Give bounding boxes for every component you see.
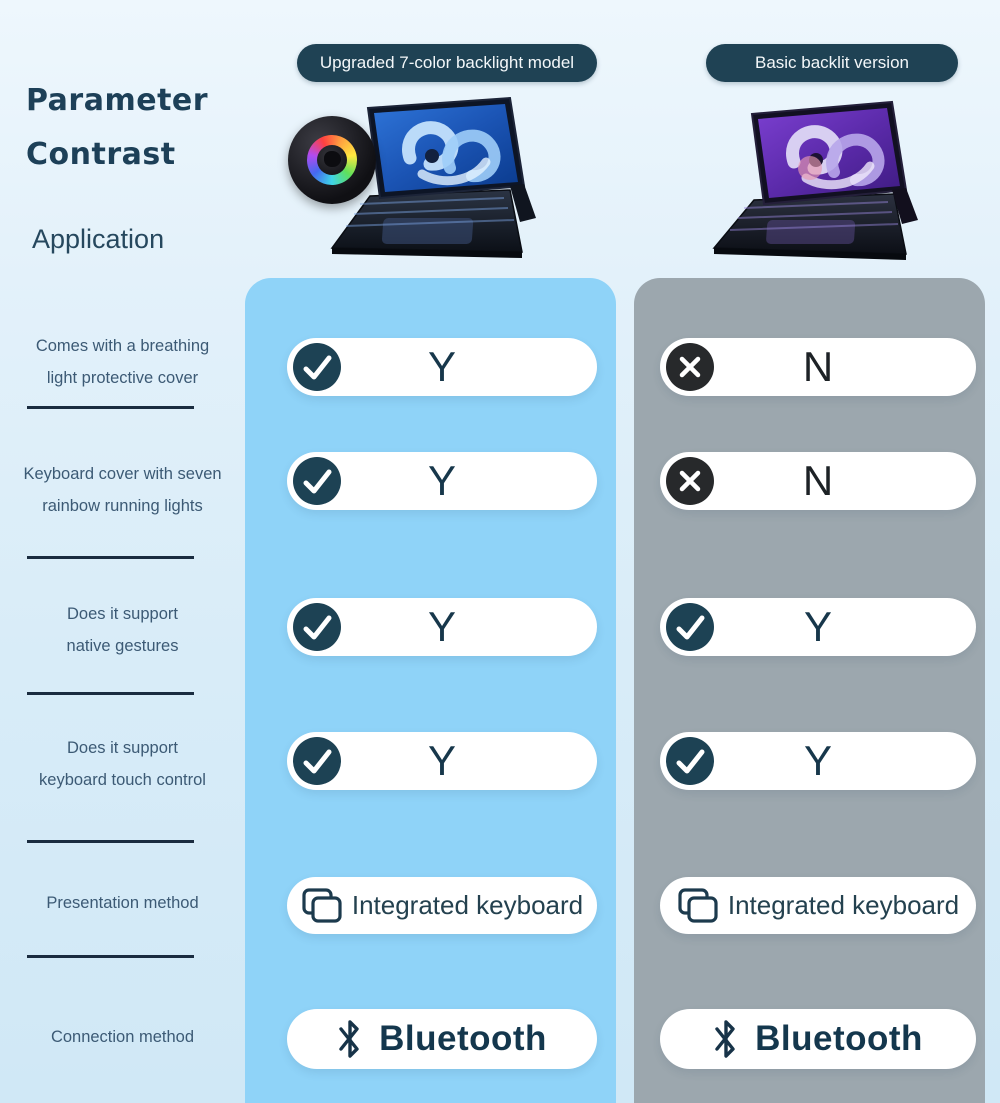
value-text: Y xyxy=(427,737,456,784)
value-pill-upgraded-row2 xyxy=(287,452,597,510)
label-underline xyxy=(27,840,194,843)
row-label-rainbow-lights: Keyboard cover with seven rainbow running lights xyxy=(23,465,222,515)
value-text: Y xyxy=(427,343,456,390)
column-header-basic xyxy=(706,44,958,82)
row-label-touch-control: Does it support keyboard touch control xyxy=(39,739,206,789)
value-text: Bluetooth xyxy=(755,1019,923,1058)
panel-basic xyxy=(634,278,985,1103)
product-image-basic xyxy=(692,98,988,266)
page-title xyxy=(26,74,256,182)
label-underline xyxy=(27,955,194,958)
value-pill-basic-row3 xyxy=(660,598,976,656)
value-pill-basic-row1 xyxy=(660,338,976,396)
label-underline xyxy=(27,556,194,559)
value-pill-basic-row4 xyxy=(660,732,976,790)
value-pill-upgraded-row6 xyxy=(287,1009,597,1069)
value-pill-basic-row2 xyxy=(660,452,976,510)
label-underline xyxy=(27,406,194,409)
value-text: Y xyxy=(803,737,832,784)
value-pill-basic-row5 xyxy=(660,877,976,934)
row-label-connection-method: Connection method xyxy=(50,1028,195,1046)
panel-upgraded xyxy=(245,278,616,1103)
row-label-presentation-method: Presentation method xyxy=(46,894,199,912)
value-text: Integrated keyboard xyxy=(727,890,960,920)
value-text: N xyxy=(802,457,834,504)
value-text: Integrated keyboard xyxy=(351,890,584,920)
keyboard-copy-icon xyxy=(301,887,343,925)
row-label-breathing-light: Comes with a breathing light protective cover xyxy=(35,337,210,387)
page-title-line2: Contrast xyxy=(26,137,176,172)
value-text: Y xyxy=(803,603,832,650)
value-pill-upgraded-row4 xyxy=(287,732,597,790)
row-label-native-gestures: Does it support native gestures xyxy=(66,605,179,655)
backlight-ring-inset xyxy=(288,116,376,204)
value-text: Y xyxy=(427,457,456,504)
value-text: Y xyxy=(427,603,456,650)
section-subtitle: Application xyxy=(32,224,165,254)
column-header-basic-label: Basic backlit version xyxy=(754,53,909,72)
label-underline xyxy=(27,692,194,695)
value-text: N xyxy=(802,343,834,390)
bluetooth-icon xyxy=(337,1016,363,1062)
logo-blob-icon xyxy=(324,151,341,167)
page-title-line1: Parameter xyxy=(26,83,209,118)
value-text: Bluetooth xyxy=(379,1019,547,1058)
value-pill-basic-row6 xyxy=(660,1009,976,1069)
value-pill-upgraded-row3 xyxy=(287,598,597,656)
keyboard-copy-icon xyxy=(677,887,719,925)
bluetooth-icon xyxy=(713,1016,739,1062)
column-header-upgraded xyxy=(297,44,597,82)
value-pill-upgraded-row1 xyxy=(287,338,597,396)
value-pill-upgraded-row5 xyxy=(287,877,597,934)
column-header-upgraded-label: Upgraded 7-color backlight model xyxy=(319,53,575,72)
